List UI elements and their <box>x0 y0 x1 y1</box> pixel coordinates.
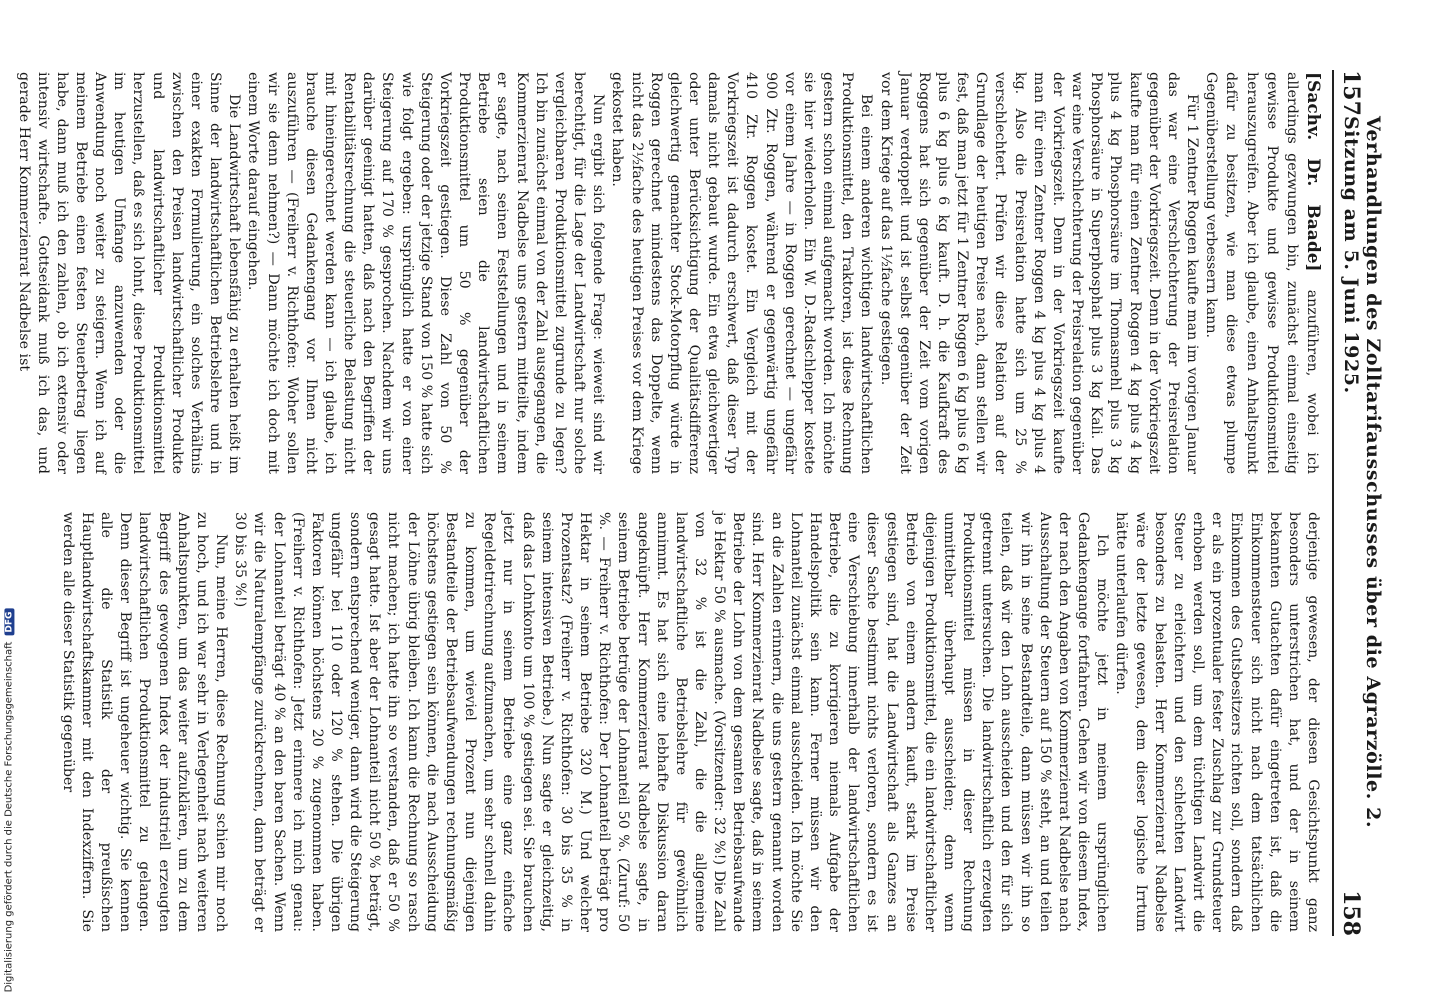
paragraph: Die Landwirtschaft lebensfähig zu erhalten heißt im Sinne der landwirtschaftlichen Betriebslehre und in einer exakten Formulierung, ein solches Verhältnis zwischen den Preisen landwirtschaftlicher Produkte und landwirtschaftlicher Produktionsmittel herzustellen, daß es sich lohnt, diese Produktionsmittel im heutigen Umfange anzuwenden oder die Anwendung noch weiter zu steigern. Wenn ich auf meinem Betriebe einen festen Steuerbetrag liegen habe, dann muß ich den zahlen, ob ich extensiv oder intensiv wirtschafte. Gottseidank muß ich das, und gerade Herr Kommerzienrat Nadbelse ist <box>15 72 243 474</box>
speaker-name: [Sachv. Dr. Baade] <box>1303 72 1323 272</box>
paragraph: Nun, meine Herren, diese Rechnung schien mir noch zu hoch, und ich war sehr in Verlegenheit nach weiteren Anhaltspunkten, um das weiter aufzuklären, um zu dem Begriff des gewogenen Index der industriell erzeugten landwirtschaftlichen Produktionsmittel zu gelangen. Denn dieser Begriff ist ungeheuer wichtig. Sie kennen alle die Statistik der preußischen Hauptlandwirtschaftskammer mit den Indexziffern. Sie werden alle dieser Statistik gegenüber <box>59 512 230 932</box>
paragraph: derjenige gewesen, der diesen Gesichtspunkt ganz besonders unterstrichen hat, und der in seinem bekannten Gutachten dafür eingetreten ist, daß die Einkommensteuer sich nicht nach dem tatsächlichen Einkommen des Gutsbesitzers richten soll, sondern daß er als ein prozentualer fester Zuschlag zur Grundsteuer erhoben werden soll, um dem tüchtigen Landwirt die Steuer zu erleichtern und den schlechten Landwirt besonders zu belasten. Herr Kommerzienrat Nadbelse wäre der letzte gewesen, dem dieser logische Irrtum hätte unterlaufen dürfen. <box>1113 512 1321 932</box>
text-column-right <box>59 512 1322 933</box>
credit-text: Digitalisierung gefördert durch die Deutsche Forschungsgemeinschaft <box>3 641 15 992</box>
speaker-text: anzuführen, wobei ich allerdings gezwungen bin, zunächst einmal einseitig gewisse Produkte und gewisse Produktionsmittel herauszugreifen. Aber ich glaube, einen Anhaltspunkt dafür zu besitzen, wie man diese etwas plumpe Gegenüberstellung verbessern kann. <box>1203 72 1320 475</box>
page-number-left: 157 <box>1338 70 1364 116</box>
paragraph: Bei einem anderen wichtigen landwirtschaftlichen Produktionsmittel, den Traktoren, ist diese Rechnung gestern schon einmal aufgemacht worden. Ich möchte sie hier wiederholen. Ein W. D.-Radschlepper kostete vor einem Jahre — in Roggen gerechnet — ungefähr 900 Ztr. Roggen, während er gegenwärtig ungefähr 410 Ztr. Roggen kostet. Ein Vergleich mit der Vorkriegszeit ist dadurch erschwert, daß dieser Typ damals nicht gebaut wurde. Ein etwa gleichwertiger oder unter Berücksichtigung der Qualitätsdifferenz gleichwertig gemachter Stock-Motorpflug würde in Roggen gerechnet mindestens das Doppelte, wenn nicht das 2½fache des heutigen Preises vor dem Kriege gekostet haben. <box>609 72 875 474</box>
page-number-right: 158 <box>1338 890 1364 936</box>
paragraph: Ich möchte jetzt in meinem ursprünglichen Gedankengange fortfahren. Gehen wir von diesem Index, der nach den Angaben von Kommerzienrat Nadbelse nach Ausschaltung der Steuern auf 150 % steht, an und teilen wir ihn in seine Bestandteile, dann müssen wir ihn so teilen, daß wir den Lohn ausscheiden und den für sich getrennt untersuchen. Die landwirtschaftlich erzeugten Produktionsmittel müssen in dieser Rechnung unmittelbar überhaupt ausscheiden; denn wenn diejenigen Produktionsmittel, die ein landwirtschaftlicher Betrieb von einem andern kauft, stark im Preise gestiegen sind, hat die Landwirtschaft als Ganzes an dieser Sache bestimmt nichts verloren, sondern es ist eine Verschiebung innerhalb der landwirtschaftlichen Betriebe, die zu korrigieren niemals Aufgabe der Handelspolitik sein kann. Ferner müssen wir den Lohnanteil zunächst einmal ausscheiden. Ich möchte Sie an die Zahlen erinnern, die uns gestern genannt worden sind. Herr Kommerzienrat Nadbelse sagte, daß in seinem Betriebe der Lohn von dem gesamten Betriebsaufwande je Hektar 50 % ausmache. (Vorsitzender: 32 %!) Die Zahl von 32 % ist die Zahl, die die allgemeine landwirtschaftliche Betriebslehre für gewöhnlich annimmt. Es hat sich eine lebhafte Diskussion daran angeknüpft. Herr Kommerzienrat Nadbelse sagte, in seinem Betriebe betrüge der Lohnanteil 50 %. (Zuruf: 50 %. — Freiherr v. Richthofen: Der Lohnanteil beträgt pro Hektar in seinem Betriebe 320 M.) Und welcher Prozentsatz? (Freiherr v. Richthofen: 30 bis 35 % in seinem intensiven Betriebe.) Nun sagte er gleichzeitig, daß das Lohnkonto um 100 % gestiegen sei. Sie brauchen jetzt nur in seinem Betriebe eine ganz einfache Regeldetrirechnung aufzumachen, um sehr schnell dahin zu kommen, um wieviel Prozent nun diejenigen Bestandteile der Betriebsaufwendungen rechnungsmäßig höchstens gestiegen sein können, die nach Ausscheidung der Löhne übrig bleiben. Ich kann die Rechnung so rasch nicht machen; ich hatte ihn so verstanden, daß er 50 % gesagt hatte. Ist aber der Lohnanteil nicht 50 % beträgt, sondern entsprechend weniger, dann wird die Steigerung ungefähr bei 110 oder 120 % stehen. Die übrigen Faktoren können höchstens 20 % zugenommen haben. (Freiherr v. Richthofen: Jetzt erinnere ich mich genau: der Lohnanteil beträgt 40 % an den baren Sachen. Wenn wir die Naturalempfänge zurückrechnen, dann beträgt er 30 bis 35 %!) <box>232 512 1111 933</box>
text-column-left <box>15 72 1323 475</box>
paragraph: Für 1 Zentner Roggen kaufte man im vorigen Januar das war eine Verschlechterung der Preisrelation gegenüber der Vorkriegszeit. Denn in der Vorkriegszeit kaufte man für einen Zentner Roggen 4 kg plus 4 kg plus 4 kg Phosphorsäure im Thomasmehl plus 3 kg Phosphorsäure in Superphosphat plus 3 kg Kali. Das war eine Verschlechterung der Preisrelation gegenüber der Vorkriegszeit. Denn in der Vorkriegszeit kaufte man für einen Zentner Roggen 4 kg plus 4 kg plus 4 kg. Also die Preisrelation hatte sich um 25 % verschlechtert. Prüfen wir diese Relation auf der Grundlage der heutigen Preise nach, dann stellen wir fest, daß man jetzt für 1 Zentner Roggen 6 kg plus 6 kg plus 6 kg plus 6 kg kauft. D. h. die Kaufkraft des Roggens hat sich gegenüber der Zeit vom vorigen Januar verdoppelt und ist selbst gegenüber der Zeit vor dem Kriege auf das 1½fache gestiegen. <box>877 72 1201 474</box>
running-head: Verhandlungen des Zolltarifausschusses über die Agrarzölle. 2. Sitzung am 5. Juni 1925. <box>1340 115 1384 829</box>
speaker-paragraph <box>1201 72 1322 474</box>
paragraph: Nun ergibt sich folgende Frage: wieweit sind wir berechtigt, für die Lage der Landwirtschaft nur solche vergleichbaren Produktionsmittel zugrunde zu legen? Ich bin zunächst einmal von der Zahl ausgegangen, die Kommerzienrat Nadbelse uns gestern mitteilte, indem er sagte, nach seinen Feststellungen und in seinem Betriebe seien die landwirtschaftlichen Produktionsmittel um 50 % gegenüber der Vorkriegszeit gestiegen. Diese Zahl von 50 % Steigerung oder der jetzige Stand von 150 % hatte sich wie folgt ergeben: ursprünglich hatte er von einer Steigerung auf 170 % gesprochen. Nachdem wir uns darüber geeinigt hatten, daß nach den Begriffen der Rentabilitätsrechnung die steuerliche Belastung nicht mit hineingerechnet werden kann — ich glaube, ich brauche diesen Gedankengang vor Ihnen nicht auszuführen — (Freiherr v. Richthofen: Woher sollen wir sie denn nehmen?) — Dann möchte ich doch mit einem Worte darauf eingehen. <box>245 72 607 474</box>
page-header <box>1332 70 1384 936</box>
digitization-credit <box>2 600 16 1000</box>
dfg-logo: DFG <box>4 608 14 635</box>
